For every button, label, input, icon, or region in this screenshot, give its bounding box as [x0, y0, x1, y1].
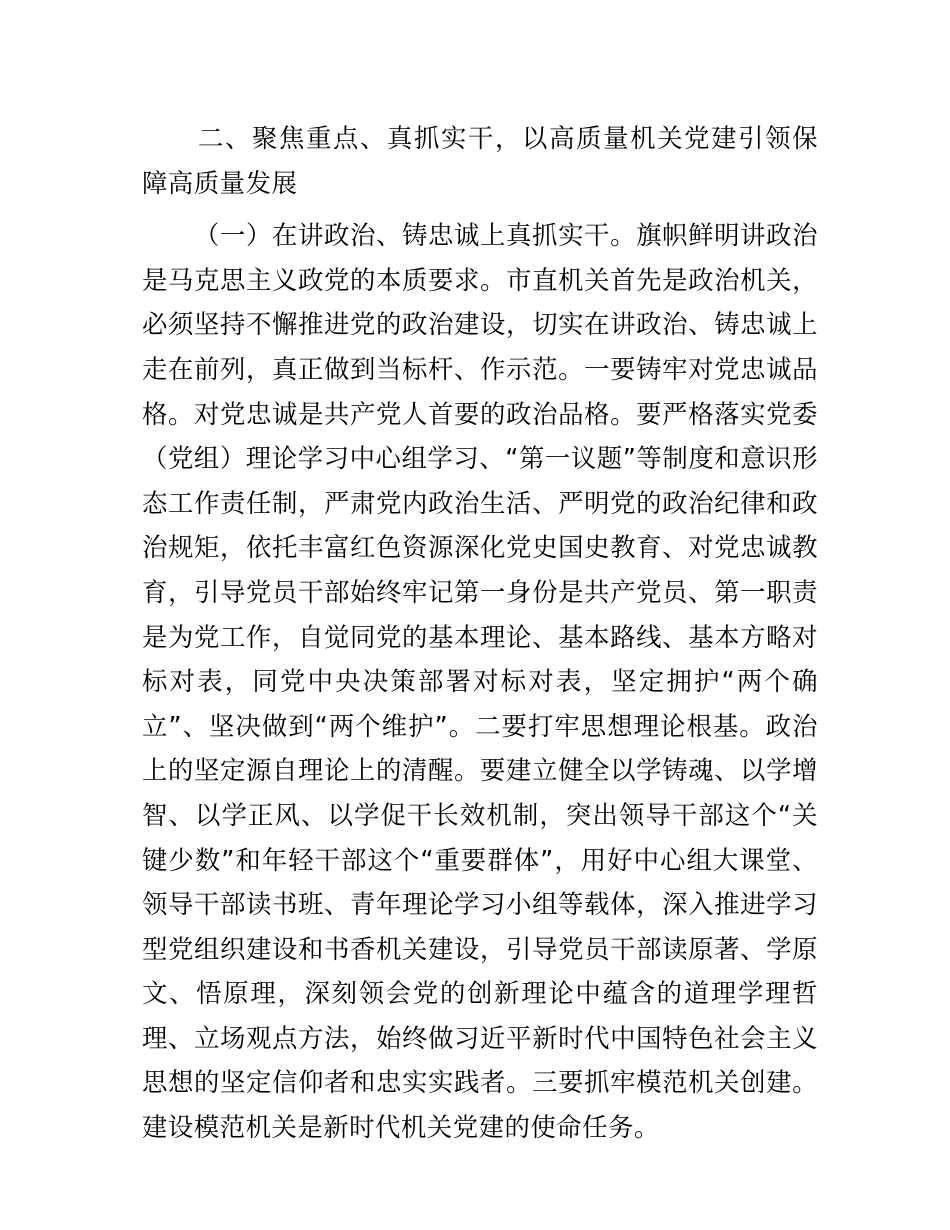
- document-body: [142, 116, 818, 1150]
- body-paragraph: （一）在讲政治、铸忠诚上真抓实干。旗帜鲜明讲政治是马克思主义政党的本质要求。市直机关首先是政治机关，必须坚持不懈推进党的政治建设，切实在讲政治、铸忠诚上走在前列，真正做到当标杆、作示范。一要铸牢对党忠诚品格。对党忠诚是共产党人首要的政治品格。要严格落实党委（党组）理论学习中心组学习、“第一议题”等制度和意识形态工作责任制，严肃党内政治生活、严明党的政治纪律和政治规矩，依托丰富红色资源深化党史国史教育、对党忠诚教育，引导党员干部始终牢记第一身份是共产党员、第一职责是为党工作，自觉同党的基本理论、基本路线、基本方略对标对表，同党中央决策部署对标对表，坚定拥护“两个确立”、坚决做到“两个维护”。二要打牢思想理论根基。政治上的坚定源自理论上的清醒。要建立健全以学铸魂、以学增智、以学正风、以学促干长效机制，突出领导干部这个“关键少数”和年轻干部这个“重要群体”，用好中心组大课堂、领导干部读书班、青年理论学习小组等载体，深入推进学习型党组织建设和书香机关建设，引导党员干部读原著、学原文、悟原理，深刻领会党的创新理论中蕴含的道理学理哲理、立场观点方法，始终做习近平新时代中国特色社会主义思想的坚定信仰者和忠实实践者。三要抓牢模范机关创建。建设模范机关是新时代机关党建的使命任务。: [142, 220, 818, 1143]
- section-heading: 二、聚焦重点、真抓实干，以高质量机关党建引领保障高质量发展: [142, 123, 818, 198]
